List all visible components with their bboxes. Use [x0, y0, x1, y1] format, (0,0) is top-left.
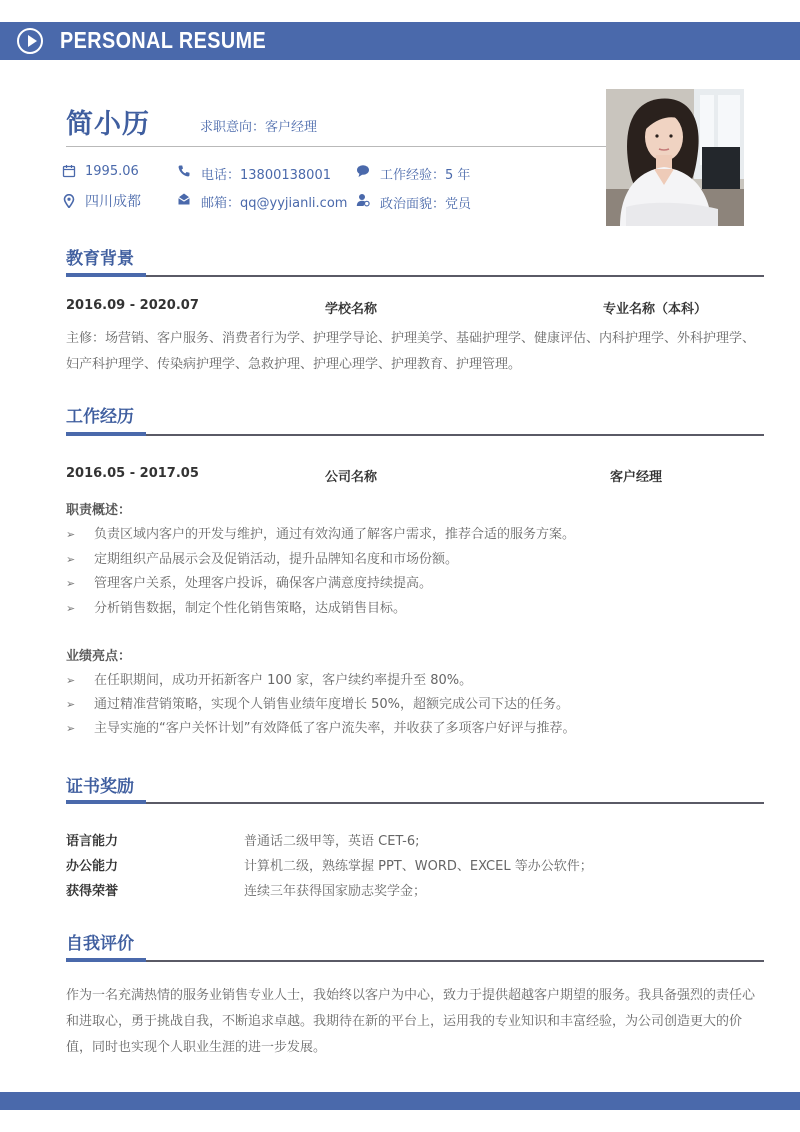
location-pin-icon [62, 194, 76, 208]
cert-label: 获得荣誉 [66, 884, 119, 899]
play-icon [17, 28, 43, 54]
section-accent [66, 273, 146, 277]
job-intent: 求职意向：客户经理 [200, 120, 318, 135]
arrow-bullet-icon: ➢ [66, 698, 76, 711]
candidate-name: 简小历 [66, 109, 150, 140]
section-divider [66, 960, 764, 962]
section-divider [66, 802, 764, 804]
cert-value: 普通话二级甲等，英语 CET-6; [244, 834, 420, 849]
section-accent [66, 958, 146, 962]
resume-heading: PERSONAL RESUME [60, 27, 267, 53]
cert-value: 连续三年获得国家励志奖学金； [244, 884, 427, 899]
list-item: ➢ 主导实施的“客户关怀计划”有效降低了客户流失率，并收获了多项客户好评与推荐。 [66, 721, 576, 736]
person-icon [356, 193, 370, 207]
political-status: 政治面貌：党员 [380, 197, 472, 212]
work-experience: 工作经验：5 年 [380, 168, 471, 183]
name-divider [66, 146, 606, 147]
birth-date: 1995.06 [85, 164, 139, 179]
list-item: ➢ 通过精准营销策略，实现个人销售业绩年度增长 50%，超额完成公司下达的任务。 [66, 697, 570, 712]
highlights-title: 业绩亮点： [66, 649, 132, 664]
arrow-bullet-icon: ➢ [66, 553, 76, 566]
email: 邮箱：qq@yyjianli.com [201, 196, 348, 211]
arrow-bullet-icon: ➢ [66, 602, 76, 615]
company-name: 公司名称 [325, 470, 378, 485]
work-period: 2016.05 - 2017.05 [66, 466, 199, 481]
list-item: ➢ 管理客户关系，处理客户投诉，确保客户满意度持续提高。 [66, 576, 433, 591]
courses-text: 主修：场营销、客户服务、消费者行为学、护理学导论、护理美学、基础护理学、健康评估、内科护理学、外科护理学、妇产科护理学、传染病护理学、急救护理、护理心理学、护理教育、护理管理。 [66, 331, 756, 372]
job-position: 客户经理 [610, 470, 663, 485]
location: 四川成都 [85, 194, 141, 210]
cert-value: 计算机二级，熟练掌握 PPT、WORD、EXCEL 等办公软件； [244, 859, 593, 874]
cert-label: 语言能力 [66, 834, 119, 849]
calendar-icon [62, 164, 76, 178]
profile-photo [606, 89, 744, 226]
phone-icon [177, 164, 191, 178]
arrow-bullet-icon: ➢ [66, 674, 76, 687]
section-title-education: 教育背景 [66, 249, 134, 269]
section-accent [66, 800, 146, 804]
list-item: ➢ 负责区域内客户的开发与维护，通过有效沟通了解客户需求，推荐合适的服务方案。 [66, 527, 576, 542]
major-name: 专业名称（本科） [603, 302, 708, 317]
arrow-bullet-icon: ➢ [66, 722, 76, 735]
duties-title: 职责概述： [66, 503, 132, 518]
self-evaluation-text: 作为一名充满热情的服务业销售专业人士，我始终以客户为中心，致力于提供超越客户期望的服务。我具备强烈的责任心和进取心，勇于挑战自我，不断追求卓越。我期待在新的平台上，运用我的专业知识和丰富经验，为公司创造更大的价值，同时也实现个人职业生涯的进一步发展。 [66, 988, 756, 1055]
list-item: ➢ 在任职期间，成功开拓新客户 100 家，客户续约率提升至 80%。 [66, 673, 473, 688]
section-divider [66, 434, 764, 436]
cert-label: 办公能力 [66, 859, 119, 874]
school-name: 学校名称 [325, 302, 378, 317]
section-title-certs: 证书奖励 [66, 777, 134, 797]
phone-number: 电话：13800138001 [201, 168, 331, 183]
arrow-bullet-icon: ➢ [66, 528, 76, 541]
education-period: 2016.09 - 2020.07 [66, 298, 199, 313]
section-title-work: 工作经历 [66, 407, 134, 427]
section-title-self: 自我评价 [66, 934, 134, 954]
list-item: ➢ 分析销售数据，制定个性化销售策略，达成销售目标。 [66, 601, 407, 616]
arrow-bullet-icon: ➢ [66, 577, 76, 590]
header-banner [0, 22, 800, 60]
chat-icon [356, 164, 370, 178]
footer-banner [0, 1092, 800, 1110]
section-divider [66, 275, 764, 277]
mail-icon [177, 192, 191, 206]
section-accent [66, 432, 146, 436]
list-item: ➢ 定期组织产品展示会及促销活动，提升品牌知名度和市场份额。 [66, 552, 459, 567]
